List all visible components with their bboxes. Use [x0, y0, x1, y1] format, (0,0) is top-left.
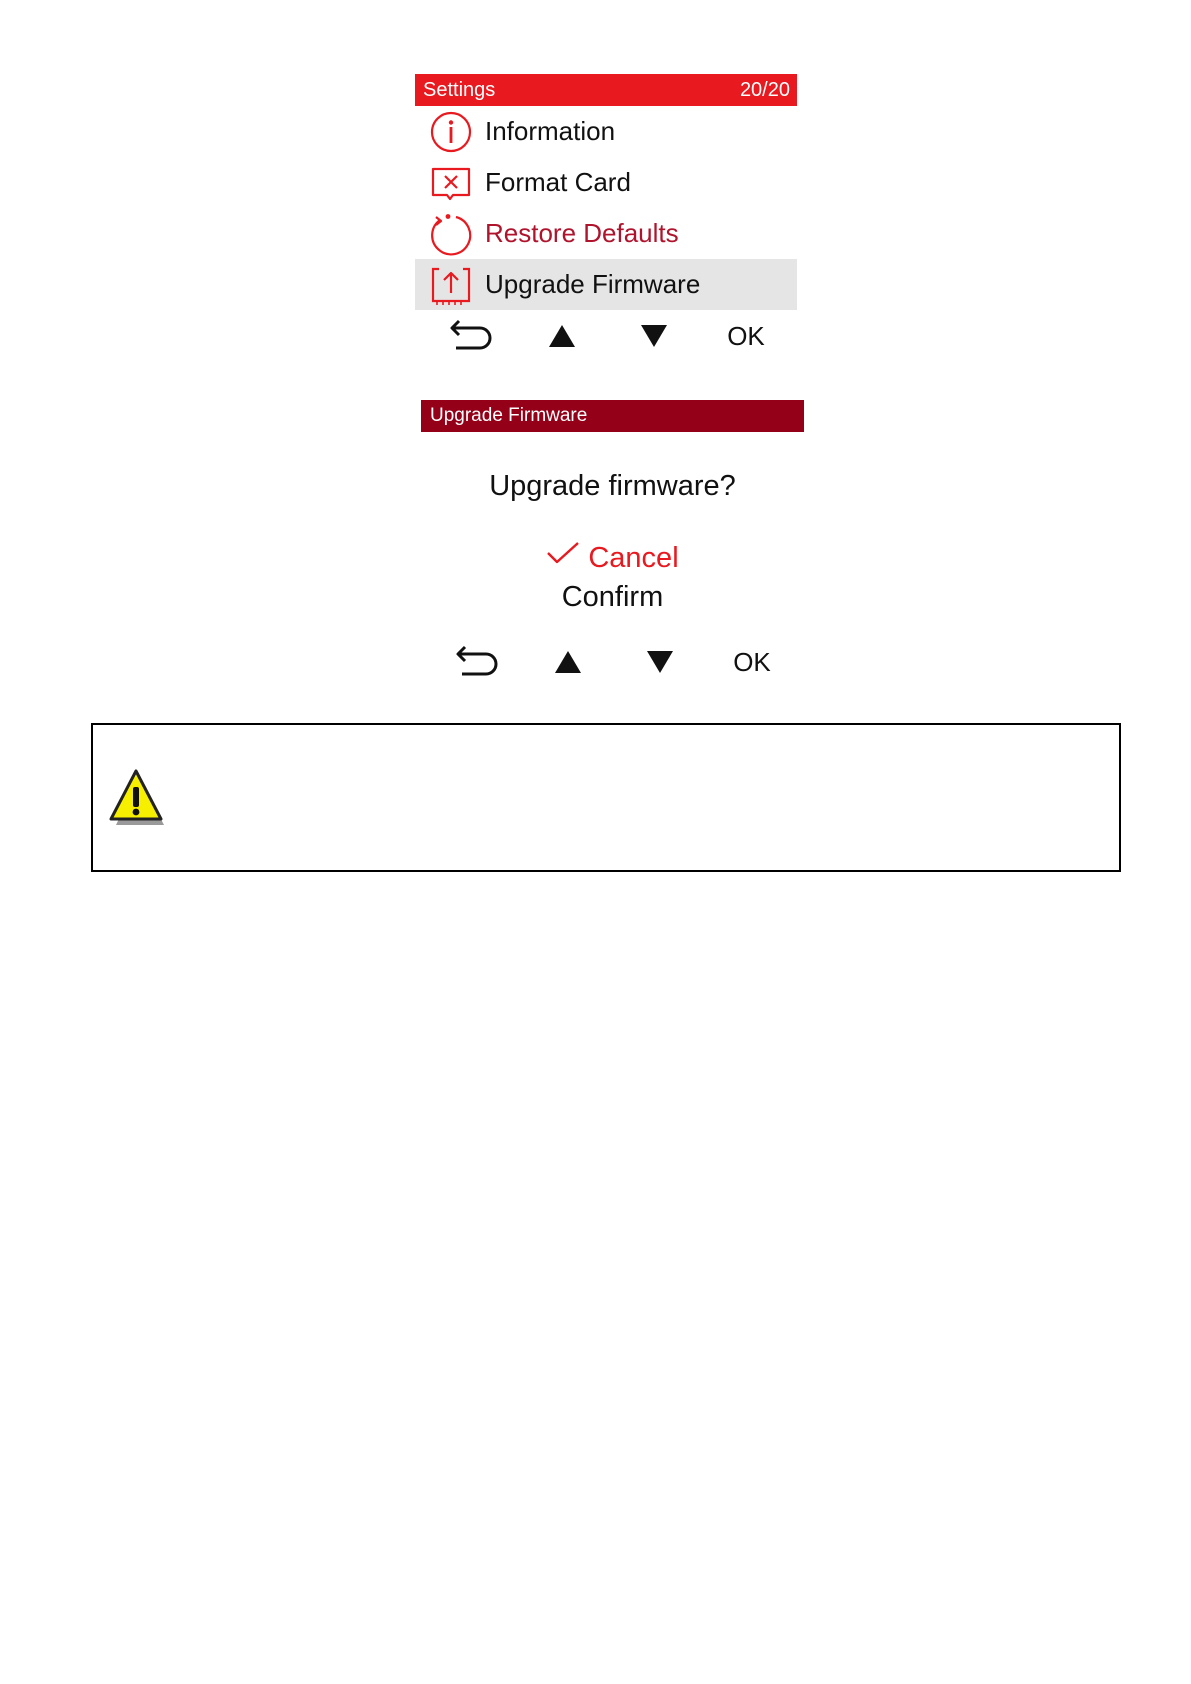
down-triangle-icon: [639, 323, 669, 349]
menu-item-label: Restore Defaults: [485, 218, 679, 248]
menu-item-format-card[interactable]: [415, 157, 797, 208]
info-icon: [429, 110, 473, 154]
restore-icon: [429, 212, 473, 256]
upgrade-dialog-title: Upgrade Firmware: [430, 405, 588, 426]
menu-item-label: Information: [485, 116, 616, 146]
option-cancel-label: Cancel: [588, 542, 679, 574]
up-triangle-icon: [553, 649, 583, 675]
back-button[interactable]: [430, 645, 522, 679]
ok-button[interactable]: OK: [733, 646, 771, 677]
down-button[interactable]: [614, 649, 706, 675]
option-cancel[interactable]: [421, 542, 804, 576]
warning-icon: [107, 767, 165, 829]
settings-title: Settings: [423, 78, 496, 101]
back-button[interactable]: [424, 319, 516, 353]
upgrade-dialog-header: [421, 400, 804, 432]
down-triangle-icon: [645, 649, 675, 675]
menu-item-upgrade-firmware[interactable]: [415, 259, 797, 310]
warning-box: [91, 723, 1121, 872]
menu-item-information[interactable]: [415, 106, 797, 157]
nav-button-row: [424, 316, 792, 356]
menu-item-label: Format Card: [485, 167, 631, 197]
nav-button-row: [430, 642, 798, 682]
settings-header: [415, 74, 797, 106]
ok-button[interactable]: OK: [727, 320, 765, 351]
format-card-icon: [429, 161, 473, 205]
upgrade-question: Upgrade firmware?: [489, 470, 736, 502]
option-confirm-label: Confirm: [561, 581, 664, 613]
down-button[interactable]: [608, 323, 700, 349]
upgrade-icon: [429, 263, 473, 307]
menu-item-restore-defaults[interactable]: [415, 208, 797, 259]
menu-item-label: Upgrade Firmware: [485, 269, 701, 299]
settings-screen: [415, 74, 797, 310]
option-confirm[interactable]: [421, 581, 804, 614]
back-arrow-icon: [454, 645, 498, 679]
up-button[interactable]: [522, 649, 614, 675]
checkmark-icon: [546, 540, 580, 573]
up-triangle-icon: [547, 323, 577, 349]
back-arrow-icon: [448, 319, 492, 353]
up-button[interactable]: [516, 323, 608, 349]
page-indicator: 20/20: [739, 78, 790, 101]
